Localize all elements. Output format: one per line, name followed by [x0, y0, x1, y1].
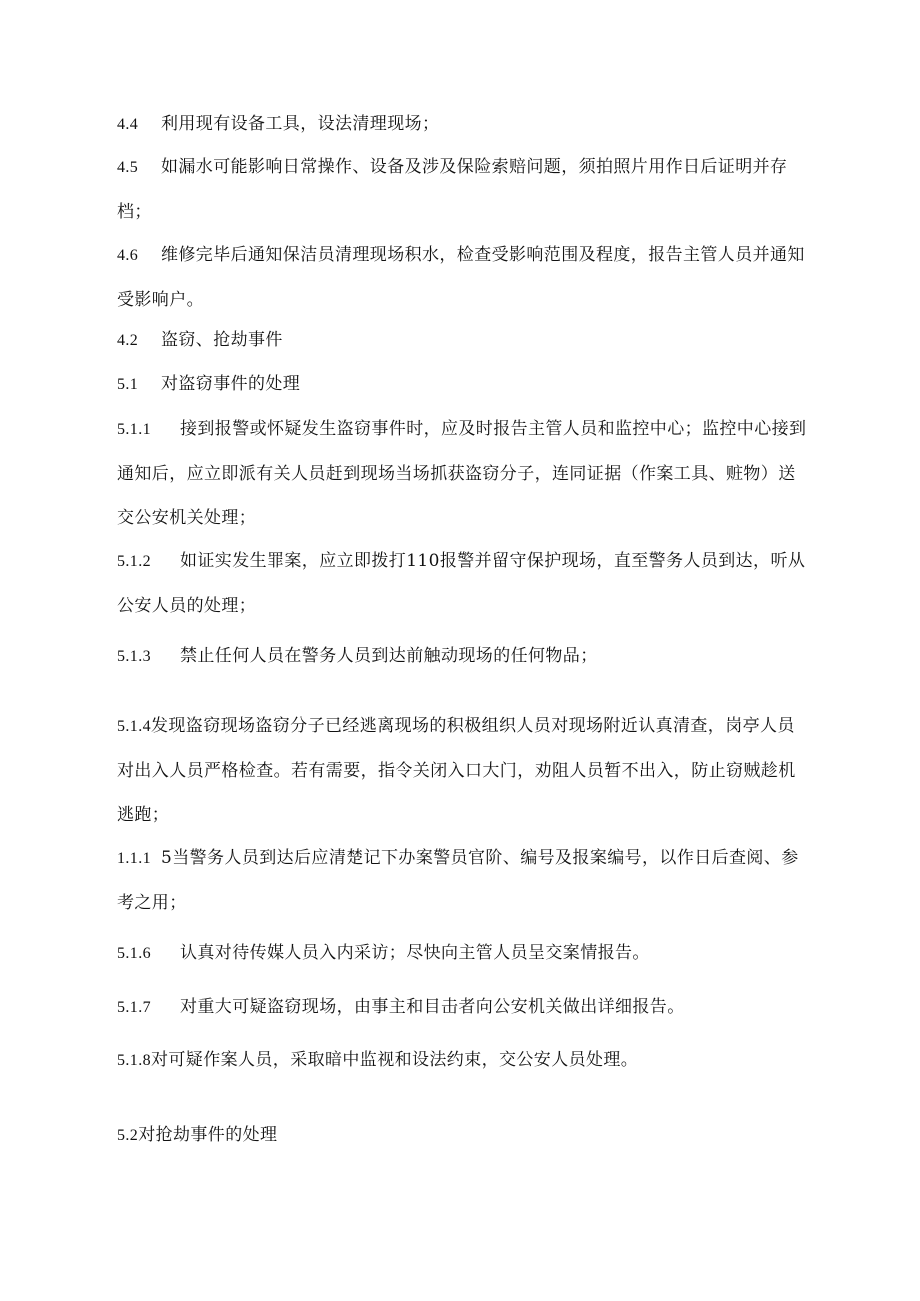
- heading-text: 盗窃、抢劫事件: [161, 330, 283, 350]
- paragraph-text: 对可疑作案人员，采取暗中监视和设法约束，交公安人员处理。: [151, 1050, 639, 1070]
- paragraph-text: 禁止任何人员在警务人员到达前触动现场的任何物品；: [180, 646, 598, 666]
- paragraph-5-1-1: [117, 407, 812, 540]
- heading-5-1: [117, 362, 812, 407]
- section-number: 5.1: [117, 376, 139, 393]
- section-number: 4.2: [117, 332, 139, 349]
- section-number: 5.1.6: [117, 945, 151, 962]
- section-number: 4.6: [117, 247, 139, 264]
- section-number: 5.1.3: [117, 648, 151, 665]
- paragraph-5-1-6: [117, 931, 812, 976]
- paragraph-text: 5当警务人员到达后应清楚记下办案警员官阶、编号及报案编号，以作日后查阅、参考之用；: [117, 848, 799, 913]
- paragraph-text: 对重大可疑盗窃现场，由事主和目击者向公安机关做出详细报告。: [180, 997, 685, 1017]
- paragraph-text: 如证实发生罪案，应立即拨打110报警并留守保护现场，直至警务人员到达，听从公安人员的处理；: [117, 551, 806, 616]
- section-number: 5.1.2: [117, 553, 151, 570]
- heading-text: 对盗窃事件的处理: [161, 374, 301, 394]
- section-number: 1.1.1: [117, 850, 151, 867]
- paragraph-text: 如漏水可能影响日常操作、设备及涉及保险索赔问题，须拍照片用作日后证明并存档；: [117, 157, 788, 222]
- section-number: 5.1.4: [117, 718, 151, 735]
- paragraph-5-1-4: [117, 704, 812, 837]
- section-number: 5.1.1: [117, 421, 151, 438]
- paragraph-5-1-2: [117, 539, 812, 628]
- paragraph-text: 维修完毕后通知保洁员清理现场积水，检查受影响范围及程度，报告主管人员并通知受影响户。: [117, 245, 805, 310]
- section-number: 5.1.7: [117, 999, 151, 1016]
- paragraph-4-5: [117, 145, 812, 234]
- heading-text: 对抢劫事件的处理: [138, 1125, 278, 1145]
- section-number: 4.4: [117, 116, 139, 133]
- heading-4-2: [117, 318, 812, 363]
- paragraph-4-4: [117, 102, 812, 147]
- paragraph-text: 发现盗窃现场盗窃分子已经逃离现场的积极组织人员对现场附近认真清查，岗亭人员对出入人员严格检查。若有需要，指令关闭入口大门，劝阻人员暂不出入，防止窃贼趁机逃跑；: [117, 716, 796, 825]
- paragraph-text: 认真对待传媒人员入内采访；尽快向主管人员呈交案情报告。: [180, 943, 650, 963]
- paragraph-5-1-7: [117, 985, 812, 1030]
- paragraph-5-1-8: [117, 1038, 812, 1083]
- paragraph-text: 利用现有设备工具，设法清理现场；: [161, 114, 440, 134]
- paragraph-4-6: [117, 233, 812, 322]
- heading-5-2: [117, 1113, 812, 1158]
- section-number: 4.5: [117, 159, 139, 176]
- paragraph-text: 接到报警或怀疑发生盗窃事件时，应及时报告主管人员和监控中心；监控中心接到通知后，应立即派有关人员赶到现场当场抓获盗窃分子，连同证据（作案工具、赃物）送交公安机关处理；: [117, 419, 807, 528]
- paragraph-1-1-1: [117, 836, 812, 925]
- section-number: 5.1.8: [117, 1052, 151, 1069]
- paragraph-5-1-3: [117, 634, 812, 679]
- section-number: 5.2: [117, 1127, 139, 1144]
